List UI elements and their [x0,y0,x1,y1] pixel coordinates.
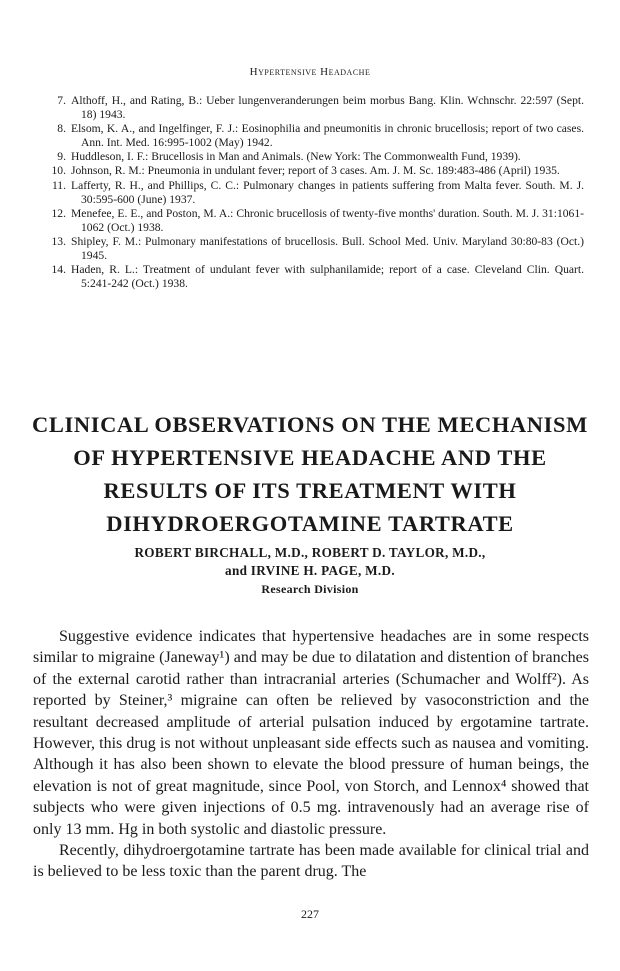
title-line: CLINICAL OBSERVATIONS ON THE MECHANISM [32,412,588,437]
reference-item [44,94,584,122]
reference-number: 13. [51,234,66,248]
title-line: DIHYDROERGOTAMINE TARTRATE [106,511,514,536]
reference-item [44,164,584,178]
reference-text: Menefee, E. E., and Poston, M. A.: Chronic brucellosis of twenty-five months' duration. South. M. J. 31:1061-1062 (Oct.) 1938. [71,206,584,234]
reference-text: Elsom, K. A., and Ingelfinger, F. J.: Eosinophilia and pneumonitis in chronic brucellosis; report of two cases. Ann. Int. Med. 16:995-1002 (May) 1942. [71,122,584,150]
reference-text: Johnson, R. M.: Pneumonia in undulant fever; report of 3 cases. Am. J. M. Sc. 189:483-486 (April) 1935. [71,164,560,178]
affiliation: Research Division [261,582,359,596]
reference-text: Lafferty, R. H., and Phillips, C. C.: Pulmonary changes in patients suffering from Malta fever. South. M. J. 30:595-600 (June) 1937. [71,178,584,206]
author-block [30,544,590,598]
article-title [30,408,590,540]
title-line: OF HYPERTENSIVE HEADACHE AND THE [73,445,547,470]
reference-number: 12. [51,206,66,220]
reference-number: 10. [51,164,66,178]
article-body [33,626,589,883]
reference-number: 14. [51,263,66,277]
page-number: 227 [301,907,319,921]
body-paragraph: Recently, dihydroergotamine tartrate has been made available for clinical trial and is believed to be less toxic than the parent drug. The [33,842,589,881]
reference-number: 9. [57,150,66,164]
reference-text: Shipley, F. M.: Pulmonary manifestations of brucellosis. Bull. School Med. Univ. Maryland 30:80-83 (Oct.) 1945. [71,234,584,263]
reference-text: Haden, R. L.: Treatment of undulant fever with sulphanilamide; report of a case. Cleveland Clin. Quart. 5:241-242 (Oct.) 1938. [71,263,584,291]
author-line: and IRVINE H. PAGE, M.D. [225,563,395,578]
reference-number: 11. [51,178,66,192]
reference-item [44,150,584,164]
title-line: RESULTS OF ITS TREATMENT WITH [103,478,517,503]
reference-item [44,179,584,207]
running-head: Hypertensive Headache [249,66,371,78]
reference-text: Althoff, H., and Rating, B.: Ueber lungenveranderungen beim morbus Bang. Klin. Wchnschr. 22:597 (Sept. 18) 1943. [71,94,584,122]
author-line: ROBERT BIRCHALL, M.D., ROBERT D. TAYLOR, M.D., [134,545,486,560]
reference-number: 8. [57,122,66,136]
reference-item [44,263,584,291]
reference-number: 7. [57,94,66,107]
reference-text: Huddleson, I. F.: Brucellosis in Man and Animals. (New York: The Commonwealth Fund, 1939). [71,150,521,164]
reference-list [44,94,584,291]
reference-item [44,207,584,235]
reference-item [44,122,584,150]
reference-item [44,235,584,263]
body-paragraph: Suggestive evidence indicates that hypertensive headaches are in some respects similar to migraine (Janeway¹) and may be due to dilatation and distention of branches of the external carotid rather than intracranial arteries (Schumacher and Wolff²). As reported by Steiner,³ migraine can often be relieved by vasoconstriction and the resultant decreased amplitude of arterial pulsation induced by ergotamine tartrate. However, this drug is not without unpleasant side effects such as nausea and vomiting. Although it has also been shown to elevate the blood pressure of human beings, the elevation is not of great magnitude, since Pool, von Storch, and Lennox⁴ showed that subjects who were given injections of 0.5 mg. intravenously had an average rise of only 13 mm. Hg in both systolic and diastolic pressure. [33,628,589,838]
